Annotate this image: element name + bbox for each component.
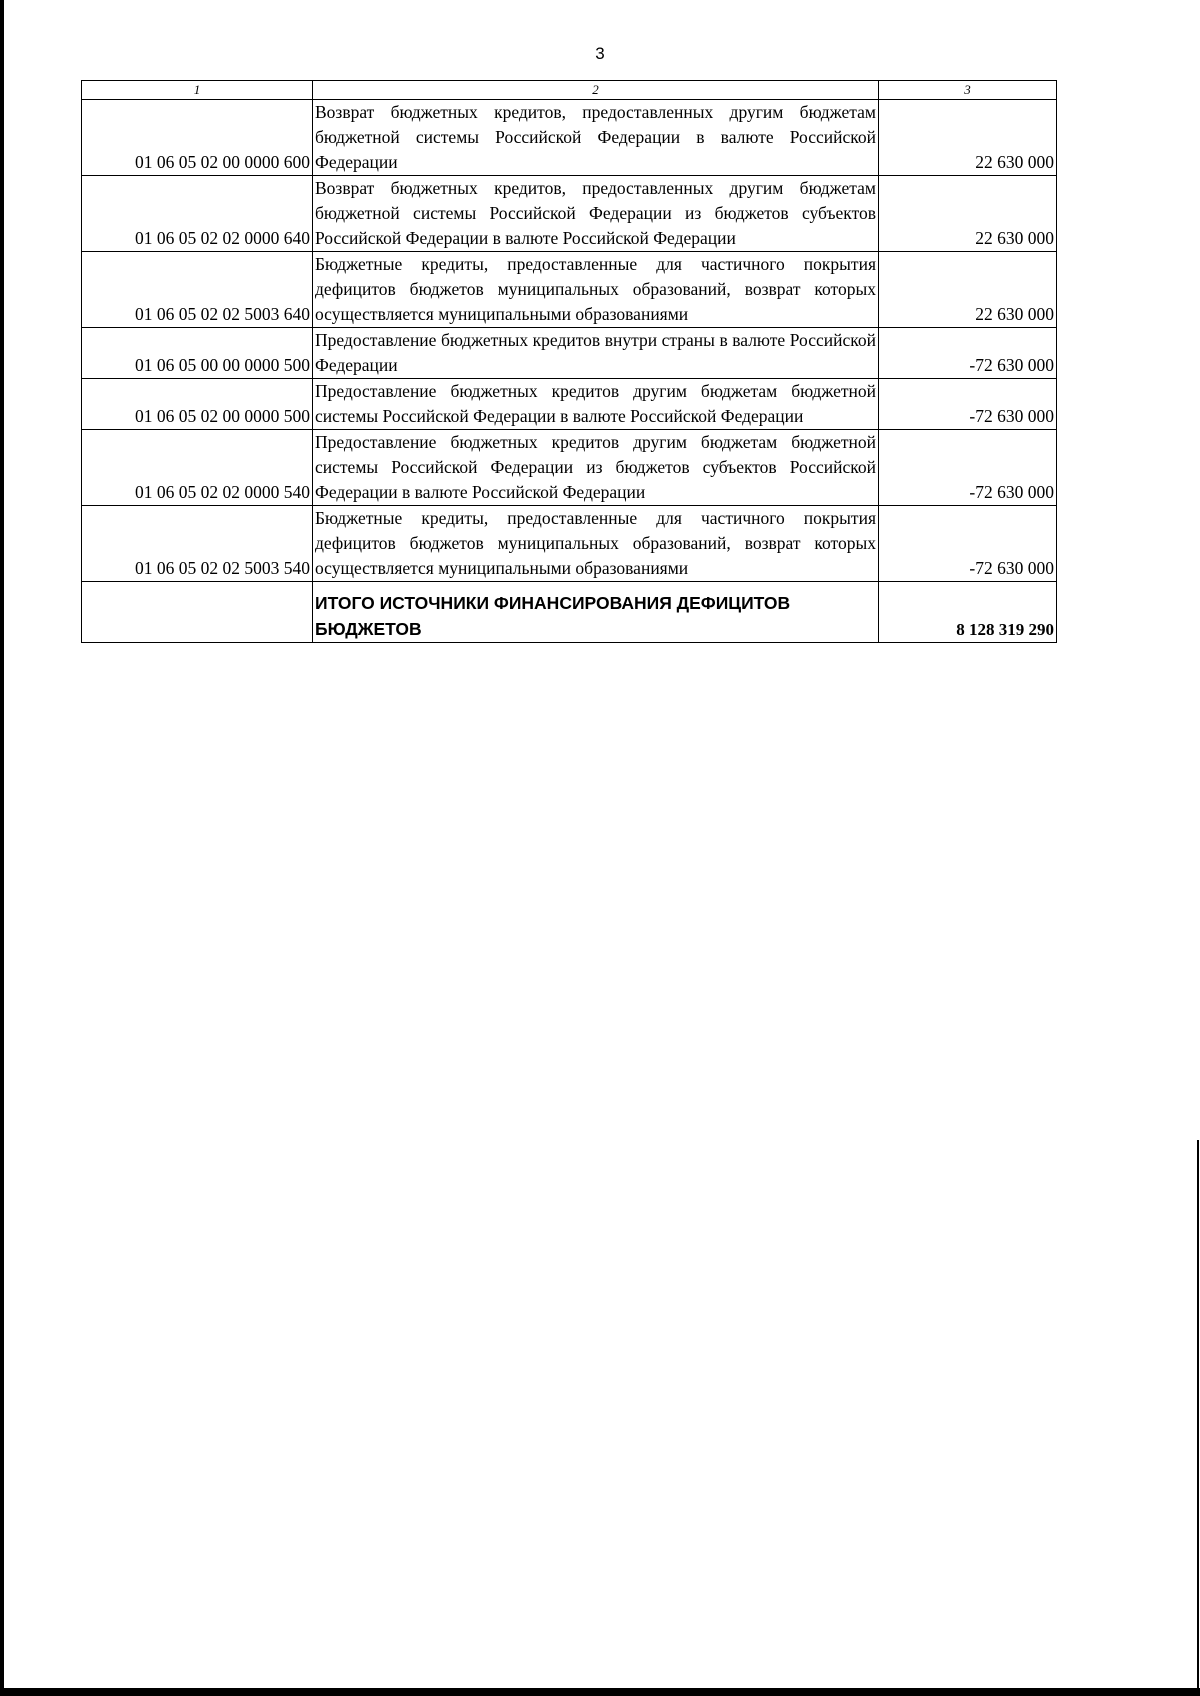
table-row	[82, 379, 1057, 430]
page-number: 3	[595, 44, 605, 63]
table-row	[82, 252, 1057, 328]
amount-cell: -72 630 000	[879, 379, 1057, 430]
table-row	[82, 506, 1057, 582]
budget-sources-table	[81, 80, 1057, 643]
total-description-cell: ИТОГО ИСТОЧНИКИ ФИНАНСИРОВАНИЯ ДЕФИЦИТОВ БЮДЖЕТОВ	[313, 582, 879, 643]
budget-code-cell: 01 06 05 02 00 0000 500	[82, 379, 313, 430]
table-row	[82, 328, 1057, 379]
total-code-cell	[82, 582, 313, 643]
description-cell: Возврат бюджетных кредитов, предоставленных другим бюджетам бюджетной системы Российской Федерации из бюджетов субъектов Российской Федерации в валюте Российской Федерации	[313, 176, 879, 252]
amount-cell: 22 630 000	[879, 100, 1057, 176]
total-amount-cell: 8 128 319 290	[879, 582, 1057, 643]
column-number-header-row	[82, 81, 1057, 100]
budget-code-cell: 01 06 05 02 02 0000 540	[82, 430, 313, 506]
description-cell: Возврат бюджетных кредитов, предоставленных другим бюджетам бюджетной системы Российской Федерации в валюте Российской Федерации	[313, 100, 879, 176]
budget-code-cell: 01 06 05 02 02 0000 640	[82, 176, 313, 252]
amount-cell: -72 630 000	[879, 430, 1057, 506]
total-row	[82, 582, 1057, 643]
table-row	[82, 430, 1057, 506]
column-header-amount: 3	[879, 81, 1057, 100]
table-row	[82, 100, 1057, 176]
budget-code-cell: 01 06 05 02 02 5003 540	[82, 506, 313, 582]
description-cell: Бюджетные кредиты, предоставленные для частичного покрытия дефицитов бюджетов муниципальных образований, возврат которых осуществляется муниципальными образованиями	[313, 506, 879, 582]
budget-code-cell: 01 06 05 02 00 0000 600	[82, 100, 313, 176]
scan-border-left	[0, 0, 4, 1696]
amount-cell: -72 630 000	[879, 328, 1057, 379]
description-cell: Бюджетные кредиты, предоставленные для частичного покрытия дефицитов бюджетов муниципальных образований, возврат которых осуществляется муниципальными образованиями	[313, 252, 879, 328]
scan-border-right	[1197, 1140, 1199, 1690]
budget-code-cell: 01 06 05 00 00 0000 500	[82, 328, 313, 379]
amount-cell: 22 630 000	[879, 176, 1057, 252]
column-header-description: 2	[313, 81, 879, 100]
amount-cell: -72 630 000	[879, 506, 1057, 582]
scan-border-bottom	[0, 1688, 1200, 1696]
budget-code-cell: 01 06 05 02 02 5003 640	[82, 252, 313, 328]
column-header-code: 1	[82, 81, 313, 100]
description-cell: Предоставление бюджетных кредитов другим бюджетам бюджетной системы Российской Федерации в валюте Российской Федерации	[313, 379, 879, 430]
description-cell: Предоставление бюджетных кредитов внутри страны в валюте Российской Федерации	[313, 328, 879, 379]
table-row	[82, 176, 1057, 252]
amount-cell: 22 630 000	[879, 252, 1057, 328]
description-cell: Предоставление бюджетных кредитов другим бюджетам бюджетной системы Российской Федерации из бюджетов субъектов Российской Федерации в валюте Российской Федерации	[313, 430, 879, 506]
